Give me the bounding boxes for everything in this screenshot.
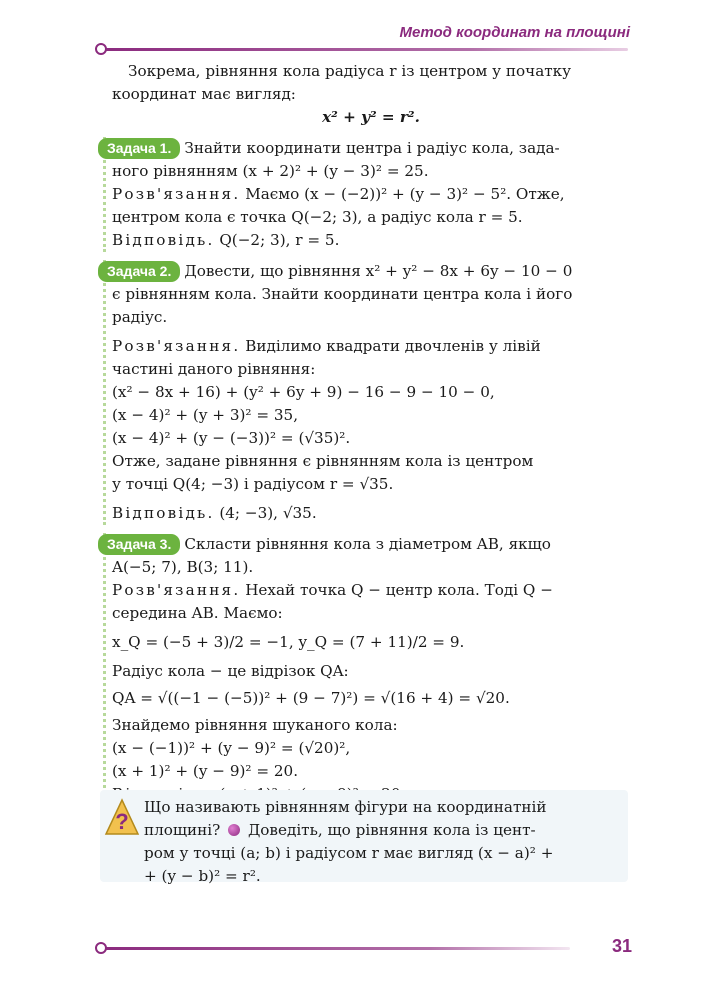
solution-text: центром кола є точка Q(−2; 3), а радіус кола r = 5. — [112, 208, 523, 226]
task-statement: радіус. — [112, 308, 168, 326]
task-statement: Скласти рівняння кола з діаметром AB, якщо — [184, 535, 551, 553]
solution-equation: (x − (−1))² + (y − 9)² = (√20)², — [112, 739, 351, 757]
solution-text: середина AB. Маємо: — [112, 604, 283, 622]
task-2 — [103, 260, 630, 525]
bullet-icon — [228, 824, 240, 836]
review-question-box — [100, 790, 628, 885]
task-statement: ного рівнянням (x + 2)² + (y − 3)² = 25. — [112, 162, 429, 180]
task-3 — [103, 533, 630, 806]
task-badge: Задача 1. — [98, 138, 180, 159]
task-badge: Задача 2. — [98, 261, 180, 282]
solution-label: Розв'язання. — [112, 581, 241, 599]
task-statement: Знайти координати центра і радіус кола, зада- — [184, 139, 560, 157]
page-number: 31 — [611, 936, 632, 956]
answer-label: Відповідь. — [112, 231, 215, 249]
solution-text: у точці Q(4; −3) і радіусом r = √35. — [112, 475, 394, 493]
radius-formula: QA = √((−1 − (−5))² + (9 − 7)²) = √(16 + 4) = √20. — [112, 689, 510, 707]
task-1 — [103, 137, 630, 252]
svg-text:?: ? — [115, 809, 129, 834]
answer-text: (4; −3), √35. — [219, 504, 317, 522]
solution-text: Нехай точка Q − центр кола. Тоді Q − — [245, 581, 553, 599]
question-text: площині? — [144, 821, 221, 839]
header-rule — [100, 48, 628, 51]
answer-text: Q(−2; 3), r = 5. — [219, 231, 340, 249]
intro-line: координат має вигляд: — [112, 85, 296, 103]
circle-equation: x² + y² = r². — [322, 108, 420, 126]
footer-rule-dot — [95, 942, 107, 954]
footer-rule — [100, 947, 570, 950]
task-statement: A(−5; 7), B(3; 11). — [112, 558, 254, 576]
question-text: ром у точці (a; b) і радіусом r має вигляд (x − a)² + — [144, 844, 554, 862]
solution-text: Радіус кола − це відрізок QA: — [112, 662, 349, 680]
running-header-title: Метод координат на площині — [399, 24, 630, 41]
solution-equation: (x² − 8x + 16) + (y² + 6y + 9) − 16 − 9 − 10 − 0, — [112, 383, 495, 401]
solution-equation: (x + 1)² + (y − 9)² = 20. — [112, 762, 299, 780]
question-text: + (y − b)² = r². — [144, 867, 261, 885]
task-statement: є рівнянням кола. Знайти координати центра кола і його — [112, 285, 573, 303]
header-rule-dot — [95, 43, 107, 55]
page-content — [107, 60, 630, 806]
solution-text: Маємо (x − (−2))² + (y − 3)² − 5². Отже, — [245, 185, 565, 203]
question-mark-icon — [104, 798, 140, 840]
task-statement: Довести, що рівняння x² + y² − 8x + 6y − 10 − 0 — [184, 262, 573, 280]
question-text: Що називають рівнянням фігури на координатній — [144, 798, 547, 816]
solution-text: Виділимо квадрати двочленів у лівій — [245, 337, 541, 355]
solution-equation: (x − 4)² + (y + 3)² = 35, — [112, 406, 299, 424]
answer-label: Відповідь. — [112, 504, 215, 522]
solution-text: частині даного рівняння: — [112, 360, 316, 378]
solution-text: Знайдемо рівняння шуканого кола: — [112, 716, 398, 734]
midpoint-formula: x_Q = (−5 + 3)/2 = −1, y_Q = (7 + 11)/2 = 9. — [112, 633, 465, 651]
solution-equation: (x − 4)² + (y − (−3))² = (√35)². — [112, 429, 351, 447]
intro-line: Зокрема, рівняння кола радіуса r із центром у початку — [128, 62, 572, 80]
solution-label: Розв'язання. — [112, 337, 241, 355]
task-badge: Задача 3. — [98, 534, 180, 555]
solution-text: Отже, задане рівняння є рівнянням кола із центром — [112, 452, 534, 470]
question-text: Доведіть, що рівняння кола із цент- — [247, 821, 536, 839]
solution-label: Розв'язання. — [112, 185, 241, 203]
